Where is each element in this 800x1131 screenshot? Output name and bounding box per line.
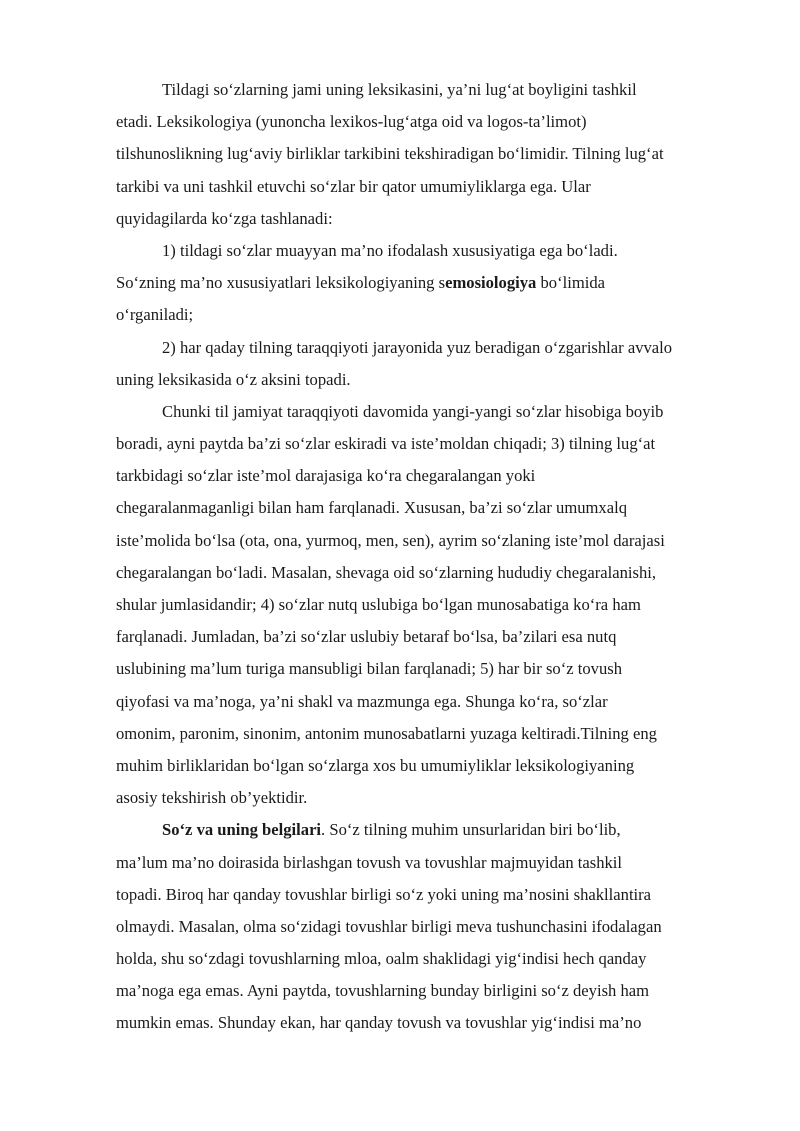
text-run: olmaydi. Masalan, olma so‘zidagi tovushlar birligi meva tushunchasini ifodalagan (116, 916, 662, 936)
text-run: chegaralanmaganligi bilan ham farqlanadi. Xususan, ba’zi so‘zlar umumxalq (116, 498, 627, 518)
text-run: farqlanadi. Jumladan, ba’zi so‘zlar uslubiy betaraf bo‘lsa, ba’zilari esa nutq (116, 627, 617, 647)
text-run: o‘rganiladi; (116, 305, 194, 325)
text-run: uning leksikasida o‘z aksini topadi. (116, 369, 351, 389)
text-run: 1) tildagi so‘zlar muayyan ma’no ifodalash xususiyatiga ega bo‘ladi. (162, 240, 618, 260)
text-line (116, 557, 746, 589)
text-run: qiyofasi va ma’noga, ya’ni shakl va mazmunga ega. Shunga ko‘ra, so‘zlar (116, 691, 608, 711)
text-line (116, 911, 746, 943)
text-run: holda, shu so‘zdagi tovushlarning mloa, oalm shaklidagi yig‘indisi hech qanday (116, 949, 647, 969)
text-line (116, 750, 746, 782)
text-line (116, 975, 746, 1007)
text-line (116, 653, 746, 685)
text-line (116, 203, 746, 235)
text-line (116, 171, 746, 203)
document-page (116, 74, 746, 1040)
text-line (116, 718, 746, 750)
text-run: tarkbidagi so‘zlar iste’mol darajasiga ko‘ra chegaralangan yoki (116, 466, 536, 486)
text-line (116, 460, 746, 492)
text-run: shular jumlasidandir; 4) so‘zlar nutq uslubiga bo‘lgan munosabatiga ko‘ra ham (116, 595, 641, 614)
text-line (116, 782, 746, 814)
text-run: ma’lum ma’no doirasida birlashgan tovush va tovushlar majmuyidan tashkil (116, 852, 623, 872)
text-line (116, 621, 746, 653)
text-line (116, 686, 746, 718)
text-line (116, 106, 746, 138)
text-run: Tildagi so‘zlarning jami uning leksikasini, ya’ni lug‘at boyligini tashkil (162, 80, 637, 99)
text-run: chegaralangan bo‘ladi. Masalan, shevaga oid so‘zlarning hududiy chegaralanishi, (116, 562, 657, 582)
text-run: muhim birliklaridan bo‘lgan so‘zlarga xos bu umumiyliklar leksikologiyaning (116, 755, 635, 775)
text-run: iste’molida bo‘lsa (ota, ona, yurmoq, men, sen), ayrim so‘zlaning iste’mol darajasi (116, 530, 665, 550)
text-line (116, 879, 746, 911)
paragraph (116, 396, 746, 814)
text-line (116, 943, 746, 975)
text-run: Chunki til jamiyat taraqqiyoti davomida yangi-yangi so‘zlar hisobiga boyib (162, 401, 664, 421)
text-line (116, 364, 746, 396)
text-run: tilshunoslikning lug‘aviy birliklar tarkibini tekshiradigan bo‘limidir. Tilning lug‘at (116, 144, 664, 164)
text-run: boradi, ayni paytda ba’zi so‘zlar eskiradi va iste’moldan chiqadi; 3) tilning lug‘at (116, 434, 656, 454)
text-run: omonim, paronim, sinonim, antonim munosabatlarni yuzaga keltiradi.Tilning eng (116, 723, 657, 743)
text-line (116, 1007, 746, 1039)
text-run: tarkibi va uni tashkil etuvchi so‘zlar bir qator umumiyliklarga ega. Ular (116, 176, 591, 196)
text-line (116, 428, 746, 460)
paragraph (116, 814, 746, 1039)
text-run: uslubining ma’lum turiga mansubligi bilan farqlanadi; 5) har bir so‘z tovush (116, 659, 623, 679)
text-run: . So‘z tilning muhim unsurlaridan biri bo‘lib, (321, 820, 621, 840)
paragraph (116, 74, 746, 235)
text-run: asosiy tekshirish ob’yektidir. (116, 788, 308, 808)
paragraph (116, 332, 746, 396)
text-run: ma’noga ega emas. Ayni paytda, tovushlarning bunday birligini so‘z deyish ham (116, 981, 650, 1001)
text-line (116, 138, 746, 170)
text-run: So‘zning ma’no xususiyatlari leksikologiyaning s (116, 273, 446, 293)
text-line (116, 299, 746, 331)
text-line (116, 847, 746, 879)
text-line (116, 814, 746, 846)
text-line (116, 396, 746, 428)
text-run: mumkin emas. Shunday ekan, har qanday tovush va tovushlar yig‘indisi ma’no (116, 1013, 642, 1033)
text-line (116, 235, 746, 267)
text-run: 2) har qaday tilning taraqqiyoti jarayonida yuz beradigan o‘zgarishlar avvalo (162, 337, 673, 357)
paragraph (116, 235, 746, 332)
bold-term: emosiologiya (445, 273, 537, 293)
text-line (116, 332, 746, 364)
text-run: bo‘limida (536, 273, 606, 293)
text-line (116, 589, 746, 621)
text-line (116, 492, 746, 524)
text-line (116, 267, 746, 299)
text-line (116, 74, 746, 106)
text-run: quyidagilarda ko‘zga tashlanadi: (116, 208, 333, 228)
bold-term: So‘z va uning belgilari (162, 820, 322, 840)
text-line (116, 525, 746, 557)
text-run: topadi. Biroq har qanday tovushlar birligi so‘z yoki uning ma’nosini shakllantira (116, 884, 652, 904)
text-run: etadi. Leksikologiya (yunoncha lexikos-lug‘atga oid va logos-ta’limot) (116, 112, 587, 132)
